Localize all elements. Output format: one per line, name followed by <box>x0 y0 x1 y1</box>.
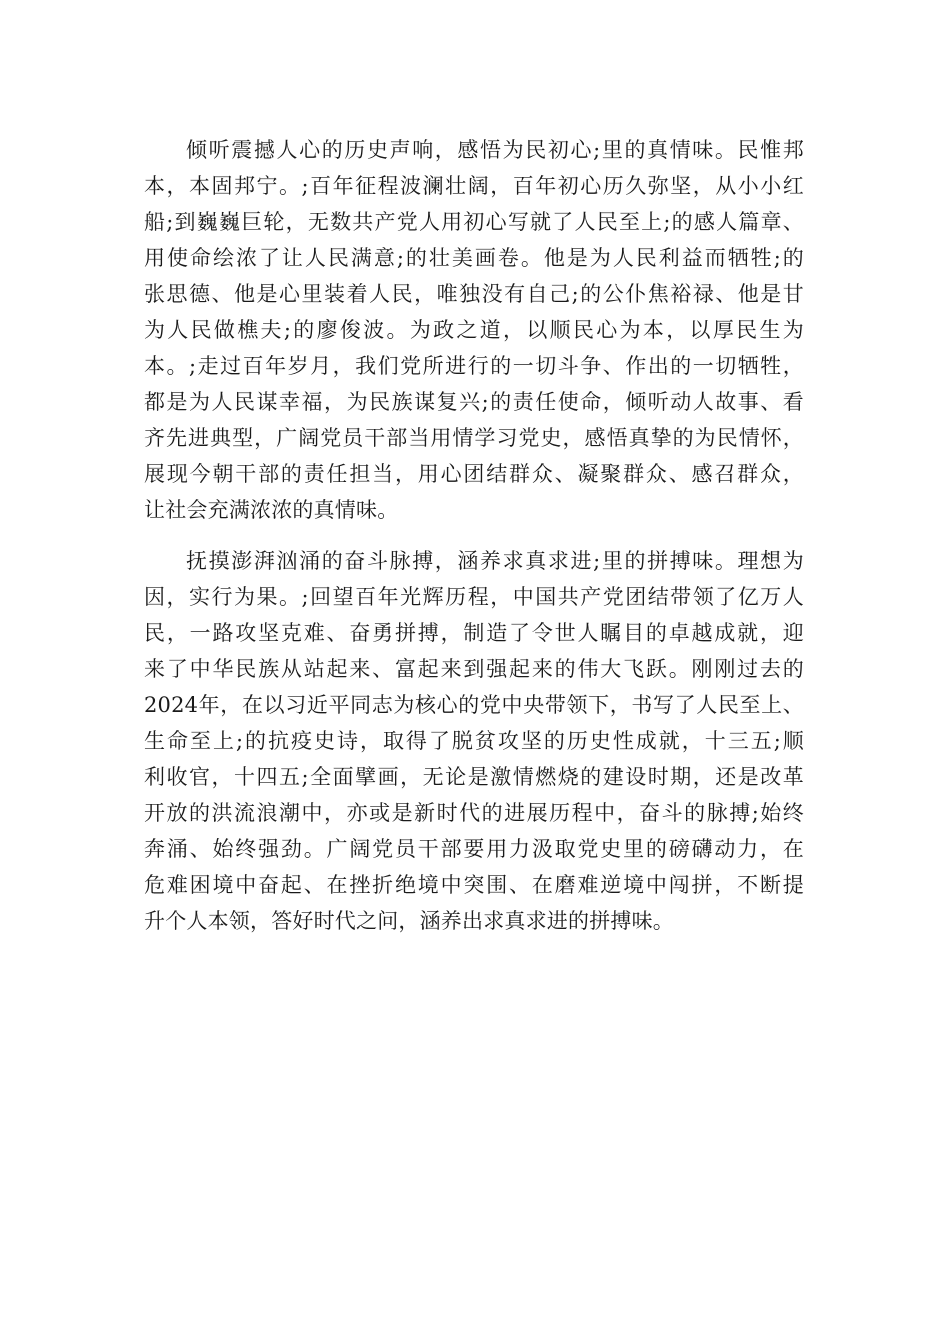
paragraph-line: 本，本固邦宁。;百年征程波澜壮阔，百年初心历久弥坚，从小小红 <box>144 174 804 198</box>
paragraph-line: 生命至上;的抗疫史诗，取得了脱贫攻坚的历史性成就，十三五;顺 <box>144 729 804 753</box>
paragraph-line: 民，一路攻坚克难、奋勇拼搏，制造了令世人瞩目的卓越成就，迎 <box>144 621 804 645</box>
paragraph-line: 开放的洪流浪潮中，亦或是新时代的进展历程中，奋斗的脉搏;始终 <box>144 801 804 825</box>
paragraph-line: 来了中华民族从站起来、富起来到强起来的伟大飞跃。刚刚过去的 <box>144 657 804 681</box>
paragraph-2 <box>144 543 804 939</box>
paragraph-line: 2024年，在以习近平同志为核心的党中央带领下，书写了人民至上、 <box>144 693 804 717</box>
paragraph-line: 倾听震撼人心的历史声响，感悟为民初心;里的真情味。民惟邦 <box>186 138 804 162</box>
paragraph-line: 奔涌、始终强劲。广阔党员干部要用力汲取党史里的磅礴动力，在 <box>144 837 804 861</box>
paragraph-line: 张思德、他是心里装着人民，唯独没有自己;的公仆焦裕禄、他是甘 <box>144 282 804 306</box>
paragraph-line: 齐先进典型，广阔党员干部当用情学习党史，感悟真挚的为民情怀， <box>144 426 804 450</box>
paragraph-line: 展现今朝干部的责任担当，用心团结群众、凝聚群众、感召群众， <box>144 462 804 486</box>
paragraph-line: 本。;走过百年岁月，我们党所进行的一切斗争、作出的一切牺牲， <box>144 354 804 378</box>
paragraph-line: 危难困境中奋起、在挫折绝境中突围、在磨难逆境中闯拼，不断提 <box>144 873 804 897</box>
paragraph-line: 用使命绘浓了让人民满意;的壮美画卷。他是为人民利益而牺牲;的 <box>144 246 804 270</box>
paragraph-1 <box>144 132 804 528</box>
paragraph-line: 为人民做樵夫;的廖俊波。为政之道，以顺民心为本，以厚民生为 <box>144 318 804 342</box>
paragraph-line: 因，实行为果。;回望百年光辉历程，中国共产党团结带领了亿万人 <box>144 585 804 609</box>
document-page <box>144 132 804 939</box>
paragraph-line: 都是为人民谋幸福，为民族谋复兴;的责任使命，倾听动人故事、看 <box>144 390 804 414</box>
paragraph-line: 船;到巍巍巨轮，无数共产党人用初心写就了人民至上;的感人篇章、 <box>144 210 804 234</box>
paragraph-line: 让社会充满浓浓的真情味。 <box>144 498 399 522</box>
paragraph-line: 升个人本领，答好时代之问，涵养出求真求进的拼搏味。 <box>144 909 674 933</box>
paragraph-line: 利收官，十四五;全面擘画，无论是激情燃烧的建设时期，还是改革 <box>144 765 804 789</box>
paragraph-line: 抚摸澎湃汹涌的奋斗脉搏，涵养求真求进;里的拼搏味。理想为 <box>186 549 804 573</box>
